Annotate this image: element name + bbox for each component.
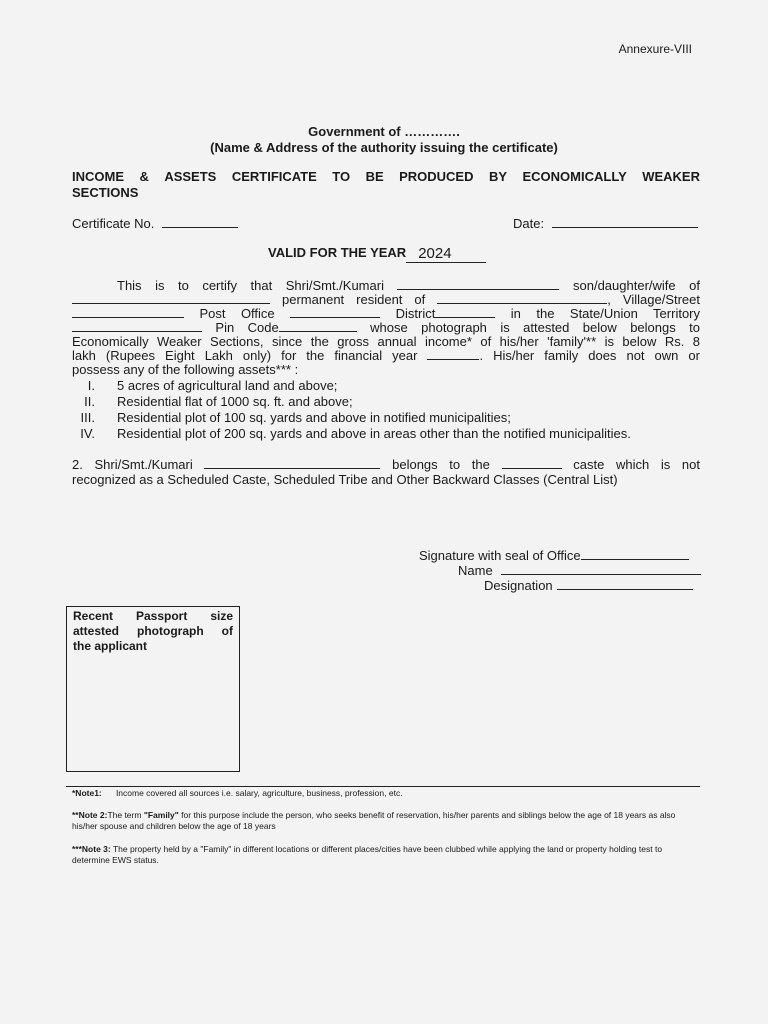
- name-blank[interactable]: [397, 288, 559, 290]
- body-text: , Village/Street: [607, 292, 701, 307]
- financial-year-blank[interactable]: [427, 358, 479, 360]
- body-text: Shri/Smt./Kumari: [94, 457, 193, 472]
- post-office-blank[interactable]: [290, 316, 380, 318]
- certificate-no-blank[interactable]: [162, 226, 238, 228]
- designation-row: [484, 578, 693, 593]
- signature-label: Signature with seal of Office: [419, 548, 581, 563]
- list-item: IV. Residential plot of 200 sq. yards and above in areas other than the notified municipalities.: [80, 426, 631, 441]
- para-number: 2.: [72, 457, 83, 472]
- photo-box: [66, 606, 240, 772]
- title-word: ECONOMICALLY: [522, 169, 627, 184]
- title-word: WEAKER: [642, 169, 700, 184]
- district-blank[interactable]: [435, 316, 495, 318]
- para2-line-2: recognized as a Scheduled Caste, Scheduled Tribe and Other Backward Classes (Central List): [72, 472, 618, 487]
- applicant-name-blank[interactable]: [204, 467, 380, 469]
- valid-year-row: [268, 244, 486, 262]
- annexure-label: Annexure-VIII: [618, 42, 692, 56]
- body-line-7: possess any of the following assets*** :: [72, 362, 299, 377]
- title-word: INCOME: [72, 169, 124, 184]
- list-item: III. Residential plot of 100 sq. yards and above in notified municipalities;: [80, 410, 511, 425]
- note-term: "Family": [143, 810, 179, 820]
- note-text: for this purpose include the person, who seeks benefit of reservation, his/her parents and siblings below the age of 18 years as also his/her spouse and children below the age of 18 years: [72, 810, 676, 831]
- title-word: CERTIFICATE: [231, 169, 317, 184]
- note-text: The property held by a "Family" in different locations or different places/cities have been clubbed while applying the land or property holding test to determine EWS status.: [72, 844, 663, 865]
- body-text: District: [395, 306, 436, 321]
- body-text: son/daughter/wife of: [573, 278, 700, 293]
- title-word: ASSETS: [164, 169, 217, 184]
- body-line-4: [72, 320, 700, 335]
- photo-box-text: Recent Passport size: [73, 609, 233, 623]
- valid-year-label: VALID FOR THE YEAR: [268, 245, 407, 260]
- title-word: BY: [488, 169, 508, 184]
- body-line-5: Economically Weaker Sections, since the gross annual income* of his/her 'family'** is below Rs. 8: [72, 334, 700, 349]
- relation-name-blank[interactable]: [72, 302, 270, 304]
- note-text: Income covered all sources i.e. salary, agriculture, business, profession, etc.: [115, 788, 403, 798]
- valid-year-value[interactable]: 2024: [406, 245, 486, 263]
- title-word: PRODUCED: [399, 169, 474, 184]
- certificate-title-line2: SECTIONS: [72, 185, 139, 200]
- authority-heading: (Name & Address of the authority issuing the certificate): [210, 140, 558, 155]
- photo-box-text: attested photograph of: [73, 624, 233, 638]
- photo-box-text: the applicant: [73, 639, 148, 653]
- note-3: [72, 844, 700, 866]
- date-label: Date:: [513, 216, 545, 231]
- designation-blank[interactable]: [557, 588, 693, 590]
- name-label: Name: [458, 563, 493, 578]
- list-item: I. 5 acres of agricultural land and above;: [87, 378, 338, 393]
- certificate-title-line1: [72, 169, 700, 184]
- certificate-no-row: [72, 216, 238, 231]
- list-item: II. Residential flat of 1000 sq. ft. and above;: [84, 394, 353, 409]
- body-text: in the State/Union Territory: [510, 306, 701, 321]
- note-2: [72, 810, 700, 832]
- signatory-name-blank[interactable]: [501, 573, 701, 575]
- caste-blank[interactable]: [502, 467, 562, 469]
- note-label: *Note1:: [72, 788, 102, 798]
- body-text: caste which is not: [573, 457, 700, 472]
- residence-blank[interactable]: [437, 302, 607, 304]
- body-text: . His/her family does not own or: [479, 348, 700, 363]
- government-heading: Government of ………….: [308, 124, 460, 139]
- signature-row: [419, 548, 689, 563]
- title-word: TO: [332, 169, 351, 184]
- notes-divider: [66, 786, 700, 787]
- date-row: [513, 216, 698, 231]
- para2-line-1: [72, 457, 700, 472]
- note-1: [72, 788, 700, 799]
- note-text: The term: [107, 810, 144, 820]
- body-text: lakh (Rupees Eight Lakh only) for the financial year: [72, 348, 418, 363]
- body-text: whose photograph is attested below belongs to: [370, 320, 700, 335]
- certificate-no-label: Certificate No.: [72, 216, 155, 231]
- body-line-2: [72, 292, 700, 307]
- designation-label: Designation: [484, 578, 553, 593]
- title-word: &: [139, 169, 149, 184]
- body-line-3: [72, 306, 700, 321]
- body-text: Pin Code: [215, 320, 279, 335]
- note-label: **Note 2:: [72, 810, 108, 820]
- assets-list: [72, 378, 631, 442]
- note-label: ***Note 3:: [72, 844, 111, 854]
- body-text: belongs to the: [392, 457, 490, 472]
- signature-blank[interactable]: [581, 558, 689, 560]
- name-row: [458, 563, 701, 578]
- pin-code-blank[interactable]: [279, 330, 357, 332]
- body-text: Post Office: [199, 306, 275, 321]
- title-word: BE: [365, 169, 384, 184]
- body-line-1: [117, 278, 700, 293]
- body-line-6: [72, 348, 700, 363]
- body-text: This is to certify that Shri/Smt./Kumari: [117, 278, 384, 293]
- body-text: permanent resident of: [282, 292, 426, 307]
- date-blank[interactable]: [552, 226, 698, 228]
- state-blank[interactable]: [72, 330, 202, 332]
- village-blank[interactable]: [72, 316, 184, 318]
